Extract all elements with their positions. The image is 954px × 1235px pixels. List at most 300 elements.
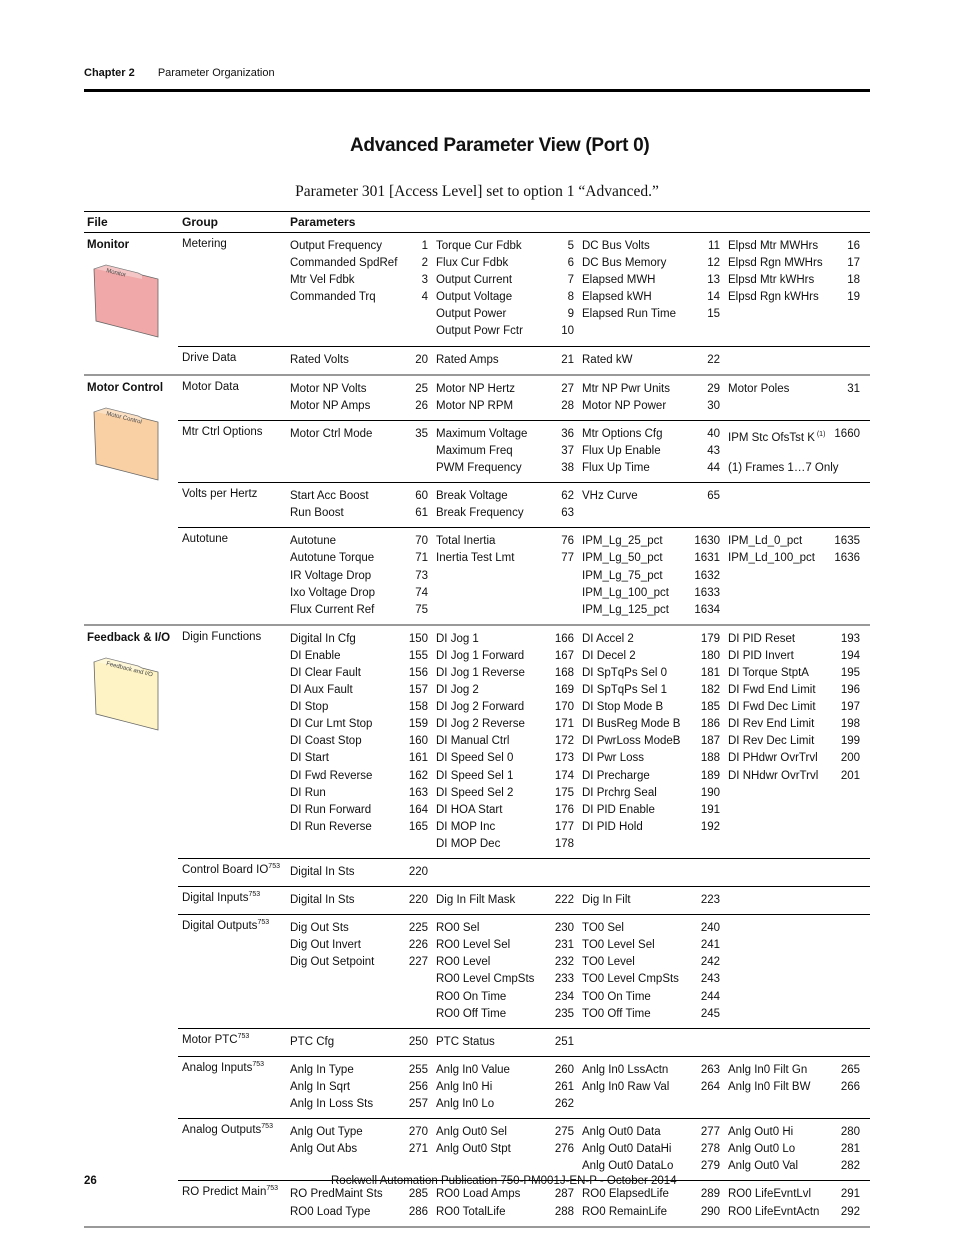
group-name [182, 352, 236, 364]
parameter-number: 1660 [834, 427, 860, 440]
page-number: 26 [84, 1175, 97, 1187]
group-name-text: Drive Data [182, 351, 237, 364]
parameter-number: 220 [408, 866, 428, 878]
parameter-row [290, 1204, 436, 1221]
parameter-number: 16 [847, 240, 860, 252]
group-name-text: Metering [182, 238, 227, 250]
parameter-name: Autotune Torque [290, 552, 375, 565]
parameter-row [290, 1079, 436, 1096]
group-name [182, 892, 260, 904]
parameter-row [582, 533, 728, 550]
parameter-number: 235 [554, 1007, 574, 1020]
parameter-number: 200 [840, 752, 860, 765]
group-name [182, 1186, 278, 1198]
parameter-name: Start Acc Boost [290, 490, 369, 503]
parameter-row [728, 533, 868, 550]
group-row [178, 626, 870, 858]
parameter-name: DI Manual Ctrl [436, 735, 510, 748]
parameter-columns [290, 892, 870, 909]
parameter-table [84, 211, 870, 1228]
parameter-row [728, 1186, 868, 1203]
group-name [182, 238, 227, 250]
parameter-number: 1 [421, 240, 428, 252]
parameter-column [290, 533, 436, 618]
parameter-number: 150 [408, 632, 428, 645]
file-label: Monitor [87, 239, 130, 251]
publication-info: Rockwell Automation Publication 750-PM001J-EN-P - October 2014 [331, 1175, 677, 1187]
parameter-number: 166 [554, 632, 574, 645]
parameter-row [290, 1034, 436, 1051]
parameter-name: DI Cur Lmt Stop [290, 718, 373, 731]
parameter-name: IR Voltage Drop [290, 569, 372, 582]
parameter-row [290, 1096, 436, 1113]
parameter-number: 158 [408, 701, 428, 714]
parameter-columns [290, 1034, 870, 1051]
parameter-number: 11 [708, 240, 720, 252]
parameter-row [582, 398, 728, 415]
parameter-row [582, 585, 728, 602]
parameter-number: 291 [840, 1188, 860, 1201]
parameter-number: 257 [408, 1098, 428, 1111]
parameter-column [582, 892, 728, 909]
parameter-number: 182 [700, 684, 720, 697]
group-name-text: Volts per Hertz [182, 488, 258, 501]
parameter-name: Commanded Trq [290, 291, 376, 304]
parameter-row [582, 238, 728, 255]
group-row [178, 482, 870, 527]
group-name-text: RO Predict Main [182, 1186, 267, 1199]
file-section-feedback-i-o [84, 626, 870, 1228]
parameter-number: 192 [700, 820, 720, 833]
parameter-column [290, 1034, 436, 1051]
parameter-number: 21 [561, 353, 574, 366]
parameter-number: 189 [700, 769, 720, 782]
parameter-name: IPM Stc OfsTst K $^{(1)}$ [728, 430, 826, 444]
parameter-row [582, 306, 728, 323]
parameter-number: 169 [554, 684, 574, 697]
parameter-number: 262 [554, 1098, 574, 1111]
parameter-number: 163 [408, 786, 428, 799]
parameter-column [436, 1062, 582, 1113]
parameter-number: 22 [707, 353, 720, 366]
parameter-number: 1634 [694, 603, 720, 616]
parameter-row [290, 533, 436, 550]
parameter-number: 6 [567, 257, 574, 270]
parameter-number: 195 [840, 666, 860, 679]
parameter-row [582, 699, 728, 716]
parameter-name: Digital In Sts [290, 866, 355, 878]
parameter-number: 20 [415, 353, 428, 366]
parameter-name: DI PID Enable [582, 803, 655, 816]
parameter-name: Dig Out Sts [290, 922, 349, 935]
parameter-column [728, 1034, 868, 1051]
parameter-name: Anlg Out0 Sel [436, 1126, 507, 1139]
parameter-number: 227 [408, 956, 428, 969]
parameter-number: 35 [415, 427, 428, 440]
parameter-row [728, 381, 868, 398]
parameter-row [582, 971, 728, 988]
parameter-row [436, 289, 582, 306]
parameter-column [728, 381, 868, 415]
parameter-row [582, 920, 728, 937]
parameter-number: 175 [554, 786, 574, 799]
parameter-name: DI Stop Mode B [582, 701, 664, 714]
parameter-row [582, 716, 728, 733]
parameter-row [436, 682, 582, 699]
parameter-name: DI Speed Sel 2 [436, 786, 514, 799]
group-name-text: Digital Inputs [182, 892, 249, 905]
parameter-number: 13 [707, 274, 720, 287]
parameter-name: TO0 Off Time [582, 1007, 651, 1020]
group-row [178, 1028, 870, 1056]
parameter-number: 17 [847, 257, 860, 270]
parameter-row [582, 892, 728, 909]
parameter-row [290, 937, 436, 954]
parameter-row [728, 460, 868, 477]
parameter-columns [290, 1124, 870, 1175]
parameter-name: Elapsed Run Time [582, 308, 676, 321]
parameter-name: Mtr Vel Fdbk [290, 274, 355, 287]
parameter-row [436, 533, 582, 550]
parameter-number: 196 [840, 684, 860, 697]
parameter-name: Rated Volts [290, 353, 349, 366]
group-row [178, 376, 870, 420]
parameter-number: 12 [707, 257, 720, 270]
parameter-row [436, 426, 582, 443]
parameter-number: 77 [561, 552, 574, 565]
parameter-number: 242 [700, 956, 720, 969]
parameter-name: Motor Ctrl Mode [290, 427, 373, 440]
parameter-number: 199 [840, 735, 860, 748]
parameter-number: 260 [554, 1063, 574, 1076]
parameter-number: 223 [700, 894, 720, 907]
parameter-row [582, 488, 728, 505]
parameter-number: 231 [554, 939, 574, 952]
parameter-name: DI Rev Dec Limit [728, 735, 815, 748]
parameter-name: Anlg Out0 Lo [728, 1143, 796, 1156]
parameter-number: 251 [554, 1035, 574, 1048]
parameter-number: 170 [554, 701, 574, 714]
parameter-columns [290, 1062, 870, 1113]
parameter-number: 198 [840, 718, 860, 731]
parameter-row [582, 937, 728, 954]
group-superscript: 753 [257, 919, 270, 927]
parameter-column [436, 1034, 582, 1051]
group-list [178, 233, 870, 374]
parameter-column [436, 426, 582, 477]
parameter-row [582, 631, 728, 648]
parameter-row [290, 602, 436, 619]
parameter-row [436, 272, 582, 289]
parameter-row [582, 289, 728, 306]
parameter-row [582, 1079, 728, 1096]
parameter-name: RO0 TotalLife [436, 1205, 506, 1218]
parameter-number: 176 [554, 803, 574, 816]
parameter-number: 73 [415, 569, 428, 582]
parameter-name: Flux Current Ref [290, 603, 375, 616]
column-header-group: Group [182, 215, 218, 229]
parameter-row [728, 255, 868, 272]
parameter-name: Anlg In0 Raw Val [582, 1080, 670, 1093]
parameter-row [582, 426, 728, 443]
parameter-number: 40 [707, 427, 720, 440]
parameter-name: DI Jog 1 Forward [436, 649, 525, 662]
parameter-column [290, 1186, 436, 1220]
parameter-number: 277 [700, 1126, 720, 1139]
group-list [178, 626, 870, 1226]
group-name-text: Analog Inputs [182, 1061, 253, 1074]
group-name [182, 1124, 273, 1136]
parameter-number: 19 [847, 291, 860, 304]
parameter-column [728, 426, 868, 477]
parameter-name: Mtr Options Cfg [582, 427, 663, 440]
parameter-name: RO0 LifeEvntLvl [728, 1188, 812, 1201]
parameter-number: 74 [415, 586, 428, 599]
parameter-number: 250 [408, 1035, 428, 1048]
parameter-name: DI Clear Fault [290, 666, 361, 679]
file-section-monitor [84, 233, 870, 376]
parameter-name: Elpsd Rgn kWHrs [728, 291, 819, 304]
parameter-name [728, 443, 732, 460]
parameter-name: Output Frequency [290, 240, 383, 252]
section-label: Parameter Organization [157, 67, 275, 79]
parameter-name: Torque Cur Fdbk [436, 240, 522, 252]
parameter-number: 240 [700, 922, 720, 935]
parameter-row [290, 864, 436, 881]
parameter-number: 30 [707, 399, 720, 412]
group-name [182, 920, 269, 932]
parameter-number: 265 [840, 1063, 860, 1076]
group-name-text: Autotune [182, 533, 229, 546]
parameter-name: Mtr NP Pwr Units [582, 382, 670, 395]
page-header [84, 67, 870, 81]
parameter-row [582, 989, 728, 1006]
file-label: Feedback & I/O [87, 631, 171, 644]
parameter-name: DI Run [290, 786, 326, 799]
column-header-parameters: Parameters [290, 215, 356, 229]
parameter-number: 181 [700, 666, 720, 679]
parameter-row [290, 426, 436, 443]
parameter-row [290, 289, 436, 306]
parameter-name: Anlg Out Type [290, 1126, 363, 1139]
parameter-name: DI PwrLoss ModeB [582, 735, 681, 748]
parameter-number: 282 [840, 1160, 860, 1173]
parameter-name: Anlg In0 Value [436, 1063, 510, 1076]
parameter-row [290, 954, 436, 971]
parameter-column [728, 238, 868, 341]
parameter-number: 266 [840, 1080, 860, 1093]
parameter-row [728, 1124, 868, 1141]
parameter-column [728, 1124, 868, 1175]
parameter-number: 233 [554, 973, 574, 986]
parameter-row [582, 1124, 728, 1141]
parameter-row [728, 289, 868, 306]
group-superscript: 753 [248, 891, 261, 899]
parameter-column [290, 381, 436, 415]
parameter-name: DI Speed Sel 0 [436, 752, 514, 765]
parameter-name: IPM_Lg_125_pct [582, 603, 669, 616]
parameter-name: Dig In Filt [582, 894, 631, 907]
parameter-number: 190 [700, 786, 720, 799]
parameter-name: DI SpTqPs Sel 0 [582, 666, 668, 679]
column-header-file: File [87, 215, 108, 229]
parameter-name: Elpsd Mtr kWHrs [728, 274, 815, 287]
parameter-row [728, 1141, 868, 1158]
parameter-name: DI Prchrg Seal [582, 786, 657, 799]
parameter-number: 161 [408, 752, 428, 765]
parameter-number: 159 [408, 718, 428, 731]
parameter-number: 270 [408, 1126, 428, 1139]
parameter-column [728, 864, 868, 881]
parameter-number: 2 [421, 257, 428, 270]
parameter-row [436, 1079, 582, 1096]
parameter-number: 256 [408, 1080, 428, 1093]
parameter-number: 60 [415, 490, 428, 503]
parameter-row [290, 352, 436, 369]
parameter-name: Motor NP Volts [290, 382, 367, 395]
parameter-number: 193 [840, 632, 860, 645]
parameter-name: DI SpTqPs Sel 1 [582, 684, 668, 697]
parameter-number: 180 [700, 649, 720, 662]
parameter-row [436, 1204, 582, 1221]
parameter-number: 197 [840, 701, 860, 714]
parameter-row [582, 568, 728, 585]
parameter-number: 187 [700, 735, 720, 748]
parameter-columns [290, 1186, 870, 1220]
parameter-row [436, 1006, 582, 1023]
parameter-name: PTC Status [436, 1035, 495, 1048]
header-rule [84, 89, 870, 92]
parameter-row [582, 802, 728, 819]
parameter-number: 264 [700, 1080, 720, 1093]
parameter-number: 225 [408, 922, 428, 935]
parameter-row [290, 550, 436, 567]
parameter-row [582, 733, 728, 750]
parameter-row [290, 716, 436, 733]
parameter-row [728, 768, 868, 785]
parameter-column [436, 488, 582, 522]
parameter-columns [290, 533, 870, 618]
parameter-row [436, 819, 582, 836]
parameter-row [728, 272, 868, 289]
parameter-number: 37 [561, 444, 574, 457]
folder-icon [92, 263, 160, 339]
parameter-name: IPM_Lg_25_pct [582, 535, 663, 548]
parameter-row [582, 352, 728, 369]
parameter-name: DI PID Invert [728, 649, 794, 662]
parameter-column [290, 631, 436, 853]
parameter-column [436, 352, 582, 369]
parameter-name: RO0 ElapsedLife [582, 1188, 669, 1201]
parameter-name: DI Run Reverse [290, 820, 372, 833]
parameter-name: Anlg Out0 Data [582, 1126, 661, 1139]
parameter-number: 156 [408, 666, 428, 679]
parameter-column [728, 533, 868, 618]
parameter-name: DI Fwd End Limit [728, 684, 816, 697]
parameter-row [436, 1062, 582, 1079]
parameter-name: RO0 Level Sel [436, 939, 511, 952]
parameter-name: TO0 Sel [582, 922, 624, 935]
parameter-row [728, 1079, 868, 1096]
parameter-name: Anlg In Loss Sts [290, 1098, 374, 1111]
parameter-name: Output Voltage [436, 291, 513, 304]
parameter-columns [290, 426, 870, 477]
parameter-row [582, 682, 728, 699]
group-row [178, 1180, 870, 1225]
parameter-number: 38 [561, 462, 574, 475]
parameter-column [582, 1034, 728, 1051]
parameter-name: Break Voltage [436, 490, 508, 503]
parameter-number: 271 [408, 1143, 428, 1156]
parameter-name: DI Run Forward [290, 803, 372, 816]
parameter-number: 186 [700, 718, 720, 731]
parameter-row [436, 255, 582, 272]
group-name-text: Digital Outputs [182, 920, 258, 933]
parameter-number: 76 [561, 535, 574, 548]
parameter-columns [290, 381, 870, 415]
parameter-name: Inertia Test Lmt [436, 552, 515, 565]
parameter-number: 191 [700, 803, 720, 816]
file-label: Motor Control [87, 381, 164, 394]
parameter-row [728, 631, 868, 648]
parameter-name: Anlg In0 Filt BW [728, 1080, 811, 1093]
parameter-column [436, 533, 582, 618]
parameter-name: RO0 Off Time [436, 1007, 507, 1020]
parameter-row [290, 785, 436, 802]
group-name [182, 1062, 264, 1074]
parameter-number: 194 [840, 649, 860, 662]
parameter-columns [290, 864, 870, 881]
parameter-column [290, 238, 436, 341]
parameter-number: 164 [408, 803, 428, 816]
parameter-number: 288 [554, 1205, 574, 1218]
parameter-row [290, 398, 436, 415]
parameter-name: Rated Amps [436, 353, 499, 366]
parameter-column [582, 1186, 728, 1220]
parameter-row [582, 550, 728, 567]
parameter-name: Rated kW [582, 353, 633, 366]
parameter-row [582, 785, 728, 802]
parameter-number: 171 [554, 718, 574, 731]
parameter-name: Commanded SpdRef [290, 257, 398, 270]
parameter-row [582, 1204, 728, 1221]
parameter-name: Anlg Out0 DataLo [582, 1160, 674, 1173]
parameter-row [582, 665, 728, 682]
parameter-name: DI PID Hold [582, 820, 643, 833]
parameter-row [728, 648, 868, 665]
parameter-row [436, 733, 582, 750]
parameter-number: 61 [415, 507, 428, 520]
parameter-row [728, 1158, 868, 1175]
parameter-columns [290, 920, 870, 1023]
parameter-name: Maximum Freq [436, 444, 513, 457]
parameter-name: Dig Out Setpoint [290, 956, 375, 969]
parameter-number: 201 [840, 769, 860, 782]
parameter-number: 261 [554, 1080, 574, 1093]
parameter-row [582, 272, 728, 289]
parameter-row [290, 819, 436, 836]
parameter-row [290, 648, 436, 665]
parameter-number: 31 [847, 382, 860, 395]
group-row [178, 1118, 870, 1180]
parameter-number: 44 [707, 462, 720, 475]
parameter-row [290, 238, 436, 255]
parameter-name: Motor NP Amps [290, 399, 371, 412]
parameter-column [290, 1062, 436, 1113]
parameter-row [436, 836, 582, 853]
parameter-row [290, 255, 436, 272]
parameter-name: RO0 On Time [436, 990, 507, 1003]
